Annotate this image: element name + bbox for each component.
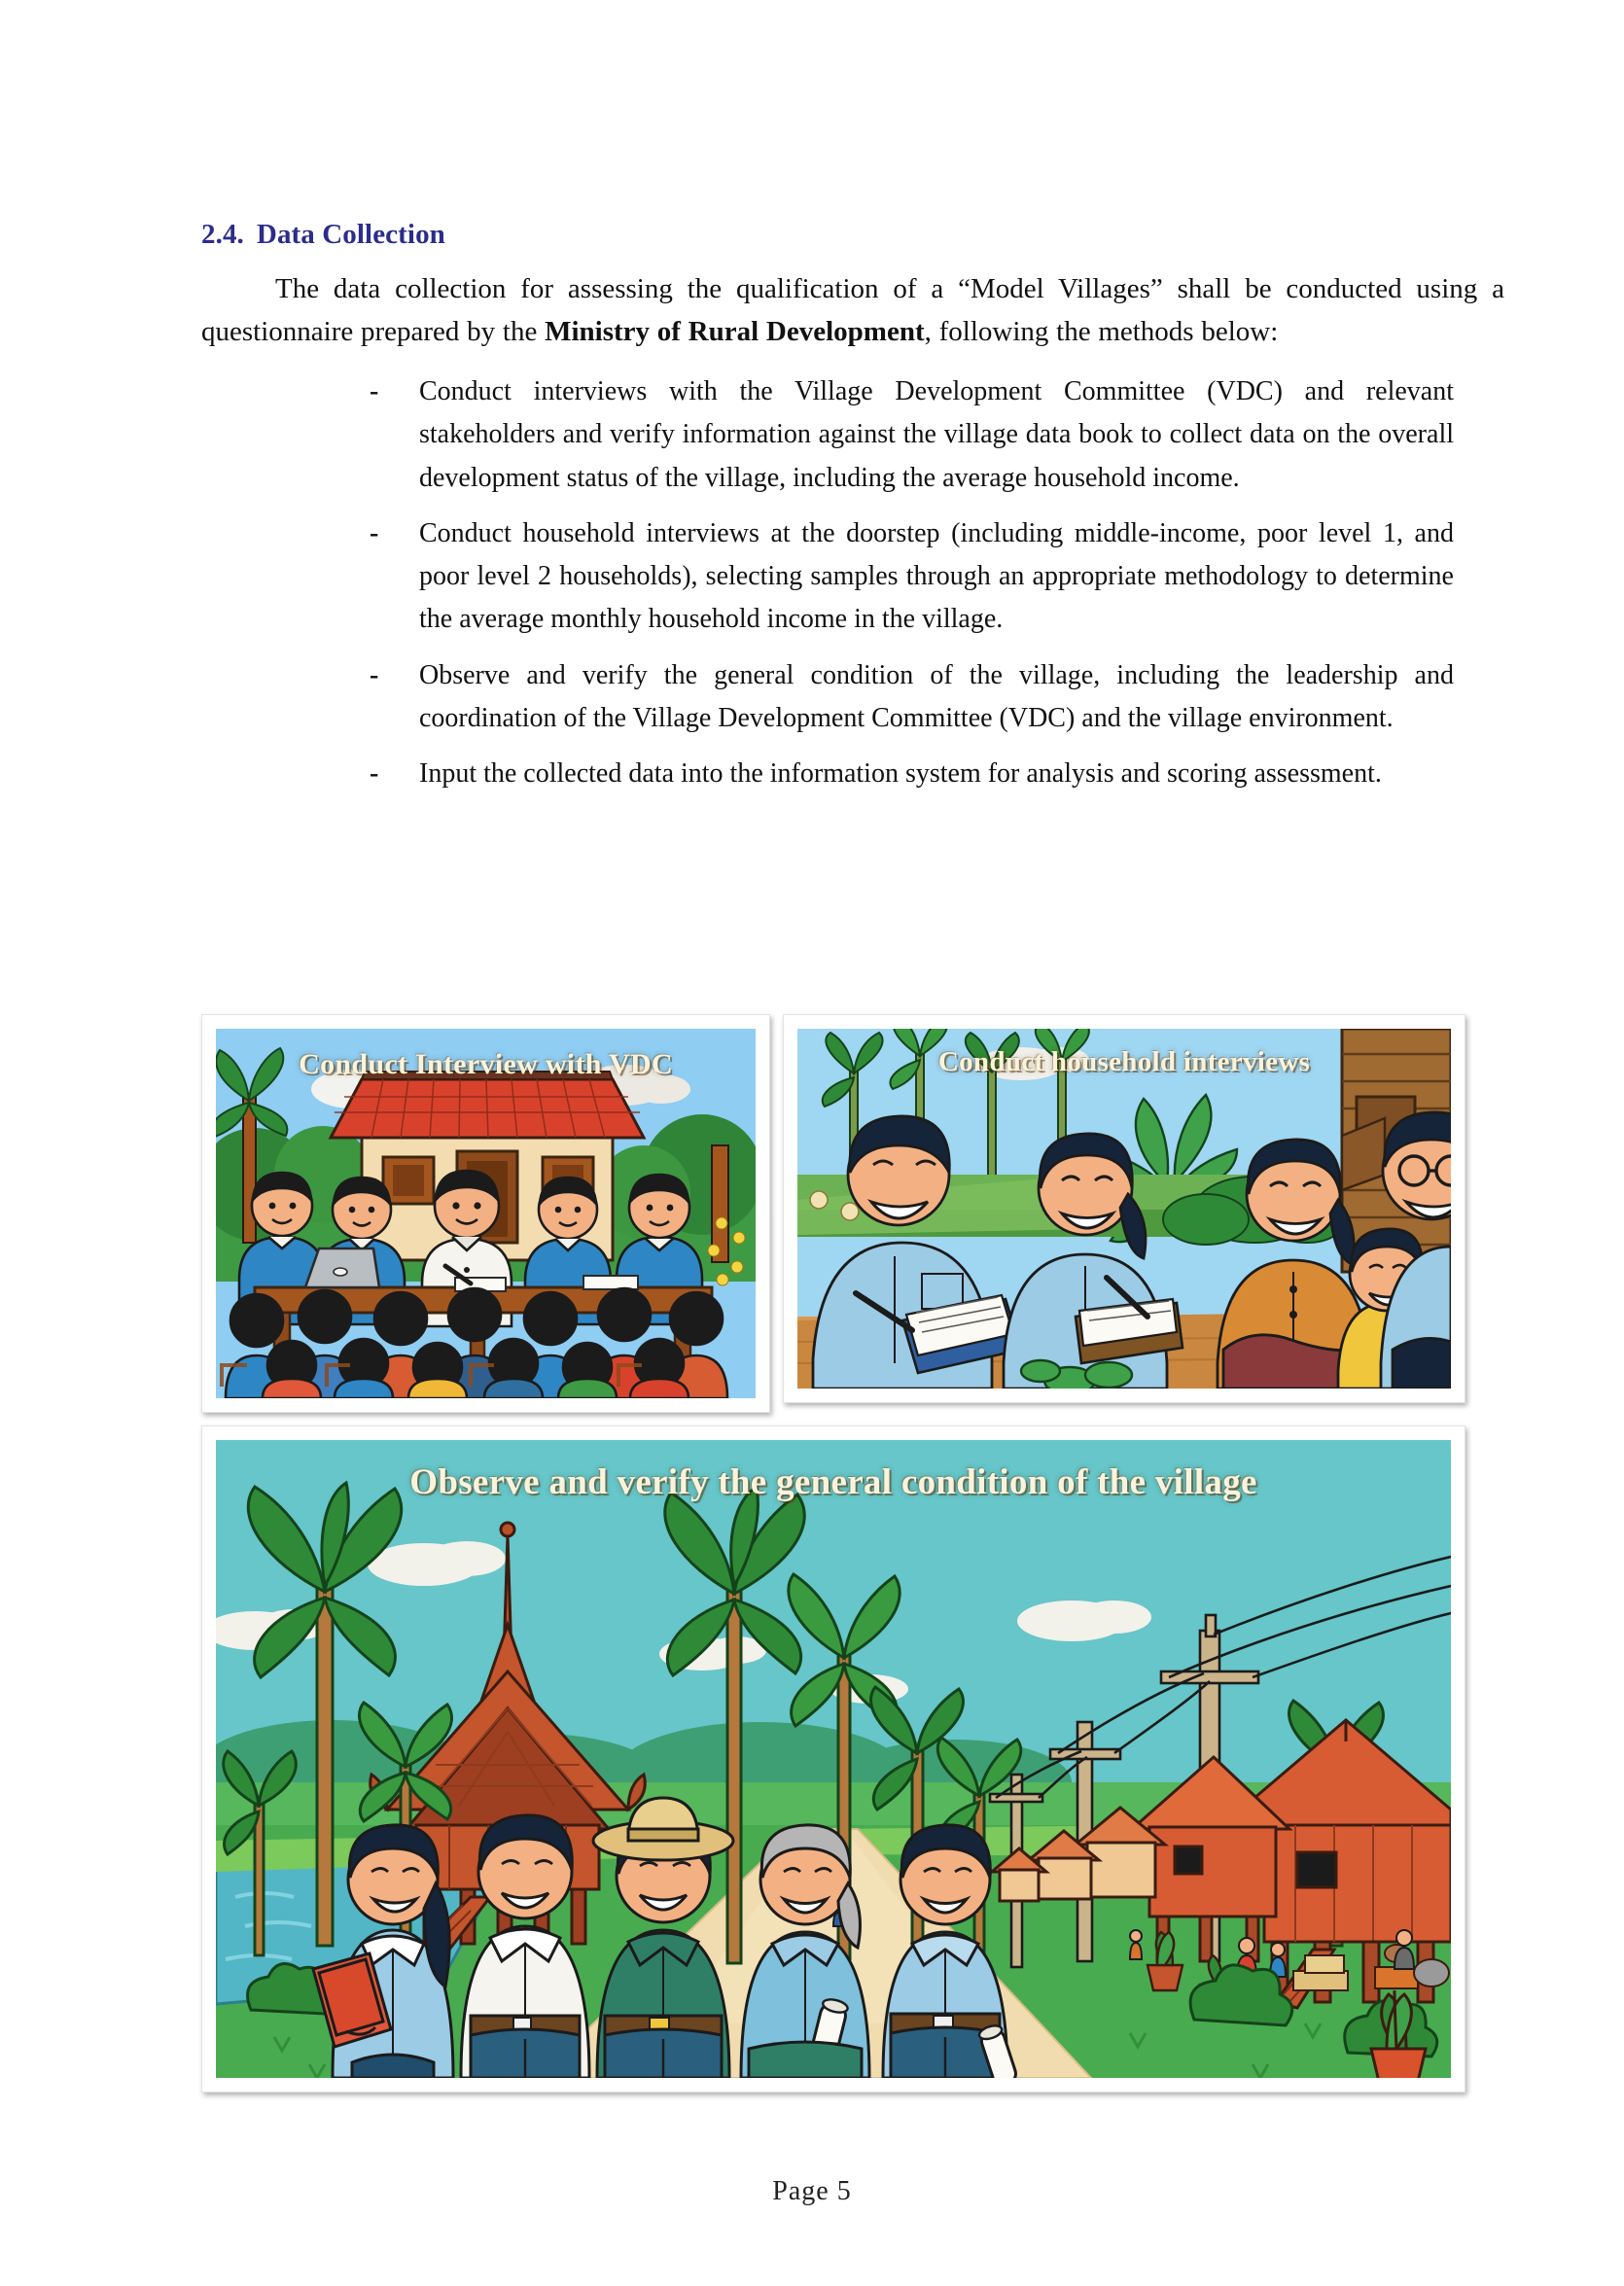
figure-observe-village (201, 1425, 1465, 2093)
intro-paragraph (201, 267, 1504, 353)
list-item-text: Input the collected data into the information system for analysis and scoring assessment. (419, 758, 1382, 790)
bullet-dash-icon: - (370, 517, 379, 548)
section-heading (201, 219, 1504, 251)
household-interview-illustration (797, 1029, 1451, 1389)
intro-part2: , following the methods below: (924, 316, 1279, 348)
figure-group (201, 1014, 1465, 2093)
methods-list (365, 370, 1454, 795)
village-observation-illustration (216, 1440, 1451, 2078)
figure-caption: Conduct Interview with VDC (299, 1048, 673, 1080)
list-item-text: Observe and verify the general condition of the village, including the leadership and coordination of the Village Development Committee (VDC) and the village environment. (419, 659, 1454, 733)
list-item-text: Conduct household interviews at the doorstep (including middle-income, poor level 1, and poor level 2 households), selecting samples through an appropriate methodology to determine the average monthly household income in the village. (419, 517, 1454, 635)
figure-row-top (201, 1014, 1465, 1413)
list-item (365, 370, 1454, 500)
text-content (201, 219, 1504, 808)
bullet-dash-icon: - (370, 758, 379, 790)
figure-conduct-interview-vdc (201, 1014, 770, 1413)
vdc-meeting-illustration (216, 1029, 756, 1398)
list-item (365, 654, 1454, 740)
ministry-name: Ministry of Rural Development (545, 316, 925, 348)
page-footer: Page 5 (772, 2176, 852, 2206)
section-title: Data Collection (256, 219, 445, 250)
figure-caption: Observe and verify the general condition of the village (409, 1462, 1257, 1502)
section-number: 2.4. (201, 219, 244, 250)
list-item (365, 512, 1454, 642)
figure-caption: Conduct household interviews (937, 1046, 1311, 1077)
bullet-dash-icon: - (370, 376, 379, 407)
figure-household-interviews (783, 1014, 1465, 1403)
list-item-text: Conduct interviews with the Village Development Committee (VDC) and relevant stakeholders and verify information against the village data book to collect data on the overall development status of the village, including the average household income. (419, 376, 1454, 493)
intro-part1: The data collection for assessing the qualification of a “Model Villages” shall be conducted using a questionnaire prepared by the (201, 273, 1504, 348)
list-item (365, 753, 1454, 795)
bullet-dash-icon: - (370, 659, 379, 690)
